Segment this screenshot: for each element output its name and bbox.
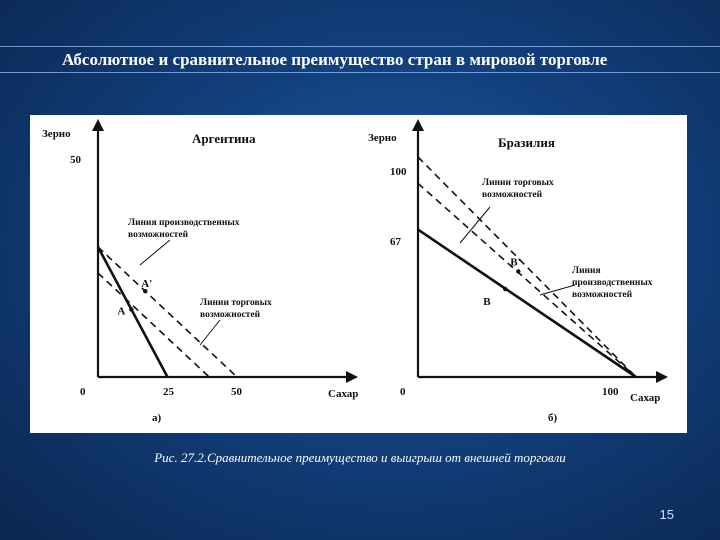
point-label: A' [141,278,153,291]
slide-title: Абсолютное и сравнительное преимущество стран в мировой торговле [62,50,608,69]
x-axis-arrowhead [346,371,358,383]
x-tick-label: 25 [163,386,174,398]
x-axis-label: Сахар [630,392,661,404]
annotation-text: возможностей [482,190,543,200]
point-label: B [483,296,491,308]
annotation-text: Линии торговых [482,178,554,188]
chart-brazil [368,119,668,424]
annotation-text: Линия [572,266,601,276]
annotation-text: производственных [572,278,653,288]
x-tick-label: 0 [80,386,86,398]
x-axis-arrowhead [656,371,668,383]
x-tick-label: 100 [602,386,619,398]
production-possibility-line [98,247,168,377]
panel-label: а) [152,412,162,424]
y-axis-arrowhead [412,119,424,131]
annotation-text: возможностей [128,230,189,240]
y-axis-arrowhead [92,119,104,131]
y-tick-label: 67 [390,236,401,248]
page-number: 15 [659,507,674,522]
title-rule-top [0,46,720,47]
annotation-text: возможностей [572,290,633,300]
figure-caption: Рис. 27.2.Сравнительное преимущество и выигрыш от внешней торговли [154,450,566,465]
y-tick-label: 50 [70,154,81,166]
y-axis-label: Зерно [368,132,397,144]
x-tick-label: 0 [400,386,406,398]
y-tick-label: 100 [390,166,407,178]
point-label: A [117,305,126,318]
annotation-pointer [200,320,220,345]
annotation-text: возможностей [200,310,261,320]
x-tick-label: 50 [231,386,242,398]
annotation-text: Линии торговых [200,298,272,308]
production-possibility-line [418,230,636,377]
chart-svg [30,115,687,433]
figure-panel [30,115,687,433]
point-marker [129,307,133,311]
y-axis-label: Зерно [42,128,71,140]
point-marker [503,287,507,291]
point-label: B' [510,256,521,269]
annotation-pointer [140,240,170,265]
point-marker [516,269,520,273]
x-axis-label: Сахар [328,388,359,400]
chart-title: Бразилия [498,135,555,150]
title-rule-bottom [0,72,720,73]
annotation-text: Линия производственных [128,218,240,228]
trade-possibility-line [98,273,209,377]
chart-title: Аргентина [192,131,256,146]
chart-argentina [42,119,358,424]
panel-label: б) [548,412,558,424]
